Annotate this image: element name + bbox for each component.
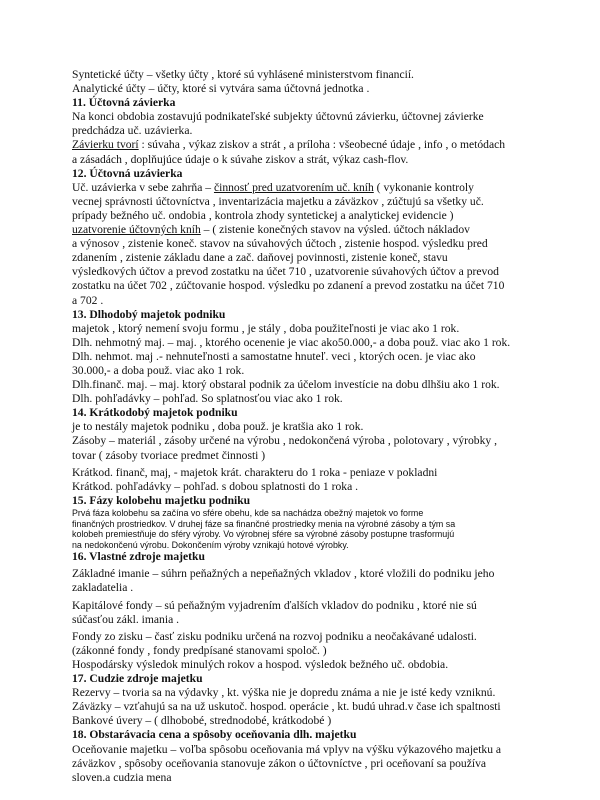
text-line: Oceňovanie majetku – voľba spôsobu oceňovania má vplyv na výšku výkazového majetku a: [72, 742, 502, 756]
text-line: prípady bežného uč. ondobia , kontrola zhody syntetickej a analytickej evidencie ): [72, 208, 454, 222]
document-page: [72, 68, 552, 785]
text-line: [72, 181, 552, 195]
text-line: Na konci obdobia zostavujú podnikateľské subjekty účtovnú závierku, účtovnej závierke: [72, 110, 484, 124]
text-span: – ( zistenie konečných stavov na výsled. účtoch nákladov: [200, 223, 470, 237]
text-line: Základné imanie – súhrn peňažných a nepeňažných vkladov , ktoré vložili do podniku jeho: [72, 567, 495, 581]
text-line: výsledkových účtov a prevod zostatku na účet 710 , uzatvorenie súvahových účtov a prevod: [72, 265, 499, 279]
section-heading-17: 17. Cudzie zdroje majetku: [72, 672, 203, 686]
text-line: [72, 138, 552, 152]
text-line: majetok , ktorý nemení svoju formu , je stály , doba použiteľnosti je viac ako 1 rok.: [72, 321, 460, 335]
text-line: Zásoby – materiál , zásoby určené na výrobu , nedokončená výroba , polotovary , výrobky ,: [72, 434, 497, 448]
text-line: Syntetické účty – všetky účty , ktoré sú vyhlásené ministerstvom financií.: [72, 68, 414, 81]
text-line: zdanením , zistenie základu dane a zač. daňovej povinnosti, zistenie koneč, stavu: [72, 251, 448, 265]
text-line: vecnej správnosti účtovníctva , inventarizácia majetku a záväzkov , zúčtujú sa všetky uč.: [72, 194, 484, 208]
text-line: predchádza uč. uzávierka.: [72, 124, 193, 138]
sans-text-line: Prvá fáza kolobehu sa začína vo sfére obehu, kde sa nachádza obežný majetok vo forme: [72, 507, 424, 518]
text-line: Záväzky – vzťahujú sa na už uskutoč. hospod. operácie , kt. budú uhrad.v čase ich spaltnosti: [72, 700, 501, 714]
text-line: Hospodársky výsledok minulých rokov a hospod. výsledok bežného uč. obdobia.: [72, 657, 449, 671]
text-line: (zákonné fondy , fondy predpísané stanovami spoloč. ): [72, 643, 327, 657]
text-line: záväzkov , spôsoby oceňovania stanovuje zákon o účtovníctve , pri oceňovaní sa používa: [72, 756, 487, 770]
underlined-term: Závierku tvorí: [72, 138, 139, 152]
text-line: Krátkod. finanč, maj, - majetok krát. charakteru do 1 roka - peniaze v pokladni: [72, 465, 438, 479]
text-line: [72, 223, 552, 237]
sans-text-line: finančných prostriedkov. V druhej fáze sa finančné prostriedky menia na výrobné zásoby a tým sa: [72, 518, 456, 529]
text-span: ( vykonanie kontroly: [373, 180, 474, 194]
text-line: a zásadách , doplňujúce údaje o k súvahe ziskov a strát, výkaz cash-flov.: [72, 152, 409, 166]
text-line: súčasťou zákl. imania .: [72, 612, 180, 626]
section-heading-11: 11. Účtovná závierka: [72, 96, 176, 110]
section-heading-14: 14. Krátkodobý majetok podniku: [72, 406, 238, 420]
section-heading-15: 15. Fázy kolobehu majetku podniku: [72, 493, 251, 507]
text-line: a 702 .: [72, 293, 104, 307]
section-heading-16: 16. Vlastné zdroje majetku: [72, 550, 205, 564]
text-line: zostatku na účet 702 , zúčtovanie hospod. výsledku po zdanení a prevod zostatku na účet 710: [72, 279, 505, 293]
text-line: Fondy zo zisku – časť zisku podniku určená na rozvoj podniku a neočakávané udalosti.: [72, 629, 477, 643]
text-span: Uč. uzávierka v sebe zahrňa –: [72, 180, 214, 194]
text-line: je to nestály majetok podniku , doba použ. je kratšia ako 1 rok.: [72, 420, 364, 434]
text-line: Analytické účty – účty, ktoré si vytvára sama účtovná jednotka .: [72, 82, 370, 96]
section-heading-18: 18. Obstarávacia cena a spôsoby oceňovania dlh. majetku: [72, 728, 357, 742]
text-line: 30.000,- a doba použ. viac ako 1 rok.: [72, 363, 245, 377]
text-line: sloven.a cudzia mena: [72, 770, 172, 784]
text-line: Kapitálové fondy – sú peňažným vyjadrením ďalších vkladov do podniku , ktoré nie sú: [72, 598, 477, 612]
text-line: Krátkod. pohľadávky – pohľad. s dobou splatnosti do 1 roka .: [72, 479, 359, 493]
text-line: Dlh.finanč. maj. – maj. ktorý obstaral podnik za účelom investície na dobu dlhšiu ako 1 rok.: [72, 378, 500, 392]
underlined-term: činnosť pred uzatvorením uč. kníh: [213, 180, 374, 194]
section-heading-12: 12. Účtovná uzávierka: [72, 166, 183, 180]
sans-text-line: na nedokončenú výrobu. Dokončením výroby vznikajú hotové výrobky.: [72, 539, 349, 550]
sans-text-line: kolobeh premiestňuje do sféry výroby. Vo výrobnej sfére sa výrobné zásoby postupne trasformujú: [72, 529, 455, 540]
text-line: Bankové úvery – ( dlhobobé, strednodobé, krátkodobé ): [72, 714, 332, 728]
text-line: tovar ( zásoby tvoriace predmet činnosti ): [72, 448, 266, 462]
section-heading-13: 13. Dlhodobý majetok podniku: [72, 307, 226, 321]
text-line: Dlh. pohľadávky – pohľad. So splatnosťou viac ako 1 rok.: [72, 392, 343, 406]
text-line: Dlh. nehmot. maj .- nehnuteľnosti a samostatne hnuteľ. veci , ktorých ocen. je viac ako: [72, 349, 476, 363]
text-span: : súvaha , výkaz ziskov a strát , a príloha : všeobecné údaje , info , o metódach: [138, 138, 506, 152]
text-line: zakladatelia .: [72, 581, 134, 595]
text-line: a výnosov , zistenie koneč. stavov na súvahových účtoch , zistenie hospod. výsledku pred: [72, 237, 488, 251]
text-line: Rezervy – tvoria sa na výdavky , kt. výška nie je dopredu známa a nie je isté kedy vzniknú.: [72, 686, 496, 700]
text-line: Dlh. nehmotný maj. – maj. , ktorého ocenenie je viac ako50.000,- a doba použ. viac ako 1 rok.: [72, 335, 511, 349]
underlined-term: uzatvorenie účtovných kníh: [72, 223, 201, 237]
